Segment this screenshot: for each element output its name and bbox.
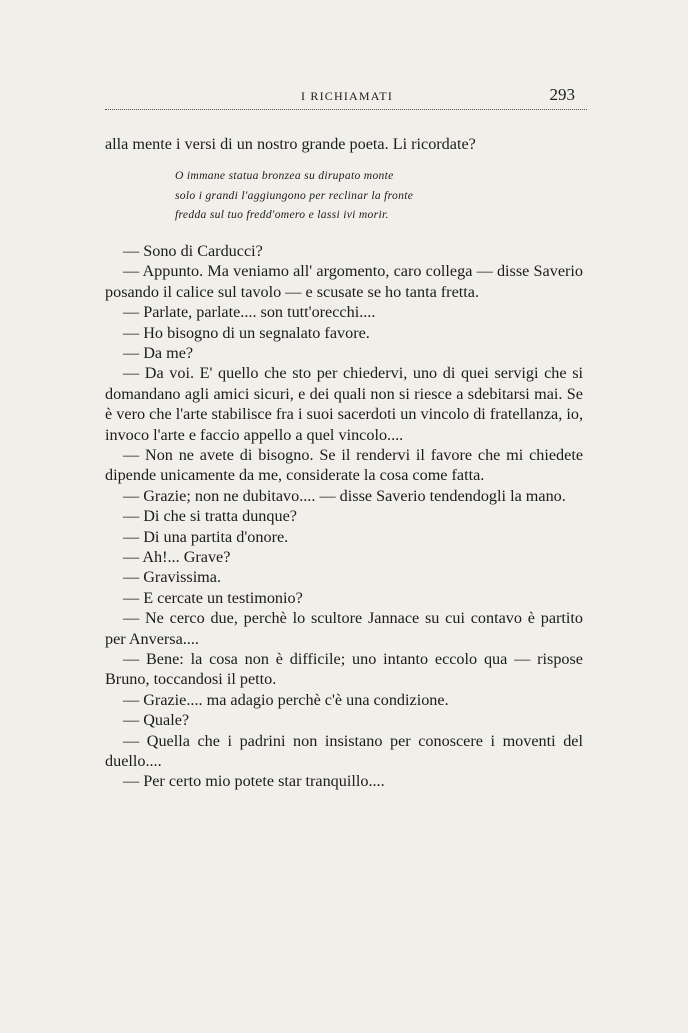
dialogue-paragraph: — E cercate un testimonio?	[123, 588, 303, 607]
dialogue-paragraph: — Per certo mio potete star tranquillo....	[123, 772, 385, 791]
dialogue-paragraph: — Da me?	[123, 343, 194, 362]
dialogue-paragraph: — Ne cerco due, perchè lo scultore Jannace su cui contavo è partito per Anversa....	[105, 609, 583, 648]
dialogue-paragraph: — Da voi. E' quello che sto per chiedervi, uno di quei servigi che si domandano agli amici sicuri, e dei quali non si riesce a sdebitarsi mai. Se è vero che l'arte stabilisce fra i suoi sacerdoti un vincolo di fratellanza, io, invoco l'arte e faccio appello a quel vincolo....	[105, 364, 583, 444]
verse-line: solo i grandi l'aggiungono per reclinar la fronte	[175, 188, 414, 202]
dialogue-paragraph: — Parlate, parlate.... son tutt'orecchi....	[123, 303, 376, 322]
header-rule	[105, 109, 587, 110]
page-header	[105, 87, 589, 107]
dialogue-paragraph: — Ah!... Grave?	[123, 548, 231, 566]
opening-paragraph: alla mente i versi di un nostro grande poeta. Li ricordate?	[105, 135, 476, 153]
dialogue-paragraph: — Non ne avete di bisogno. Se il rendervi il favore che mi chiedete dipende unicamente da me, considerate la cosa come fatta.	[105, 445, 583, 485]
dialogue-paragraph: — Bene: la cosa non è difficile; uno intanto eccolo qua — rispose Bruno, toccandosi il petto.	[105, 650, 583, 689]
verse-line: fredda sul tuo fredd'omero e lassi ivi morir.	[175, 208, 389, 222]
dialogue-paragraph: — Quella che i padrini non insistano per conoscere i moventi del duello....	[105, 731, 583, 771]
page-number: 293	[549, 85, 575, 104]
body-text	[105, 134, 583, 792]
dialogue-paragraph: — Quale?	[123, 711, 190, 730]
dialogue-paragraph: — Grazie; non ne dubitavo.... — disse Saverio tendendogli la mano.	[123, 486, 566, 505]
dialogue-paragraph: — Di che si tratta dunque?	[123, 507, 297, 526]
dialogue-paragraph: — Appunto. Ma veniamo all' argomento, caro collega — disse Saverio posando il calice sul tavolo — e scusate se ho tanta fretta.	[105, 262, 583, 301]
running-title: I RICHIAMATI	[300, 89, 394, 103]
dialogue-paragraph: — Di una partita d'onore.	[123, 527, 289, 546]
verse-quotation	[175, 166, 583, 225]
dialogue-paragraph: — Sono di Carducci?	[123, 241, 263, 260]
dialogue-paragraph: — Gravissima.	[123, 568, 222, 587]
verse-line: O immane statua bronzea su dirupato monte	[175, 169, 394, 183]
dialogue-paragraph: — Grazie.... ma adagio perchè c'è una condizione.	[123, 690, 449, 709]
dialogue-paragraph: — Ho bisogno di un segnalato favore.	[123, 323, 370, 342]
